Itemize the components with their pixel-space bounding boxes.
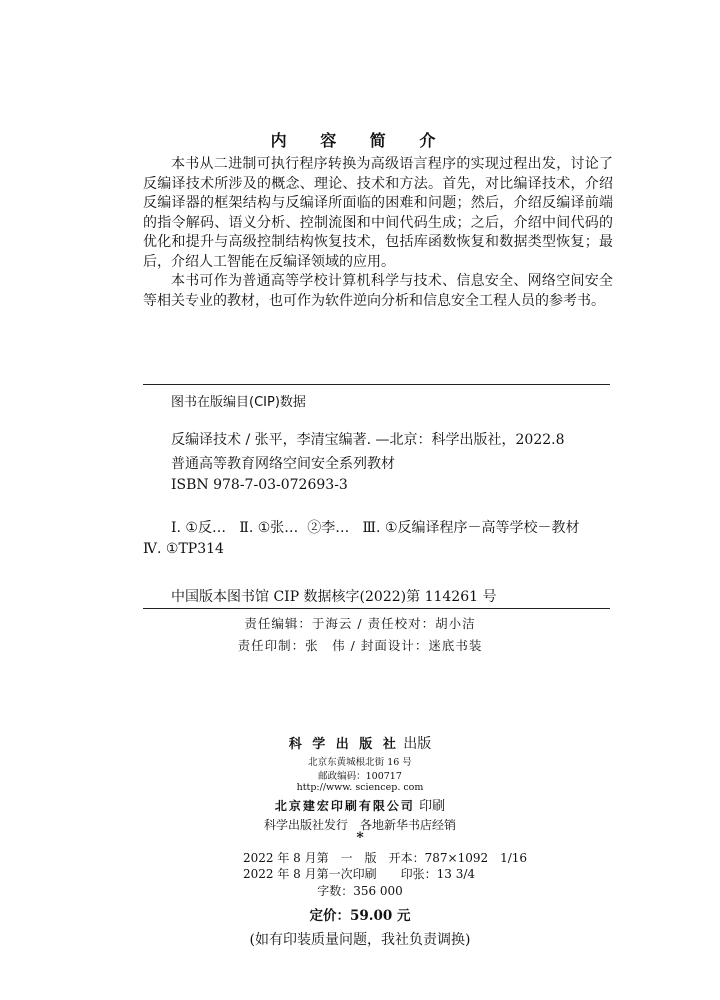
- printer-name: 北京建宏印刷有限公司: [274, 799, 415, 813]
- publisher-url: http://www. sciencep. com: [296, 782, 424, 793]
- cip-heading: 图书在版编目(CIP)数据: [171, 395, 306, 410]
- cip-top-rule: [143, 384, 610, 385]
- summary-title: 内 容 简 介: [270, 131, 450, 150]
- cip-classification-2: Ⅳ. ①TP314: [143, 541, 224, 557]
- cip-bibliographic-line: 反编译技术 / 张平，李清宝编著. —北京：科学出版社，2022.8: [171, 432, 565, 448]
- summary-paragraph-2: 本书可作为普通高等学校计算机科学与技术、信息安全、网络空间安全等相关专业的教材，也可作为软件逆向分析和信息安全工程人员的参考书。: [143, 273, 613, 309]
- publisher-name: 科 学 出 版 社: [288, 737, 399, 752]
- staff-line-2: 责任印制：张 伟 / 封面设计：迷底书装: [237, 638, 483, 653]
- publisher-address: 北京东黄城根北街 16 号: [308, 757, 412, 768]
- cip-classification-1: Ⅰ. ①反… Ⅱ. ①张… ②李… Ⅲ. ①反编译程序－高等学校－教材: [171, 520, 580, 536]
- separator-star: *: [356, 830, 364, 846]
- cip-series-line: 普通高等教育网络空间安全系列教材: [171, 456, 395, 472]
- publisher-line: [0, 733, 720, 753]
- cip-bottom-rule: [143, 608, 610, 609]
- staff-line-1: 责任编辑：于海云 / 责任校对：胡小洁: [244, 616, 476, 631]
- cip-record-number: 中国版本图书馆 CIP 数据核字(2022)第 114261 号: [171, 589, 497, 605]
- word-count: 字数：356 000: [317, 884, 403, 898]
- summary-paragraph-1: 本书从二进制可执行程序转换为高级语言程序的实现过程出发，讨论了反编译技术所涉及的概念、理论、技术和方法。首先，对比编译技术，介绍反编译器的框架结构与反编译所面临的困难和问题；然后，介绍反编译前端的指令解码、语义分析、控制流图和中间代码生成；之后，介绍中间代码的优化和提升与高级控制结构恢复技术，包括库函数恢复和数据类型恢复；最后，介绍人工智能在反编译领域的应用。: [143, 156, 613, 270]
- edition-line-2: 2022 年 8 月第一次印刷 印张：13 3/4: [243, 867, 476, 881]
- distribution-line: 科学出版社发行 各地新华书店经销: [263, 818, 456, 832]
- summary-body: [143, 155, 613, 311]
- cip-isbn: ISBN 978-7-03-072693-3: [171, 477, 348, 493]
- publisher-postcode: 邮政编码：100717: [318, 771, 402, 782]
- edition-line-1: 2022 年 8 月第 一 版 开本：787×1092 1/16: [243, 851, 528, 865]
- printer-line: [0, 795, 720, 814]
- publisher-suffix: 出版: [403, 736, 432, 752]
- quality-notice: (如有印装质量问题，我社负责调换): [249, 932, 471, 948]
- printer-suffix: 印刷: [419, 799, 446, 814]
- price: 定价：59.00 元: [309, 908, 411, 924]
